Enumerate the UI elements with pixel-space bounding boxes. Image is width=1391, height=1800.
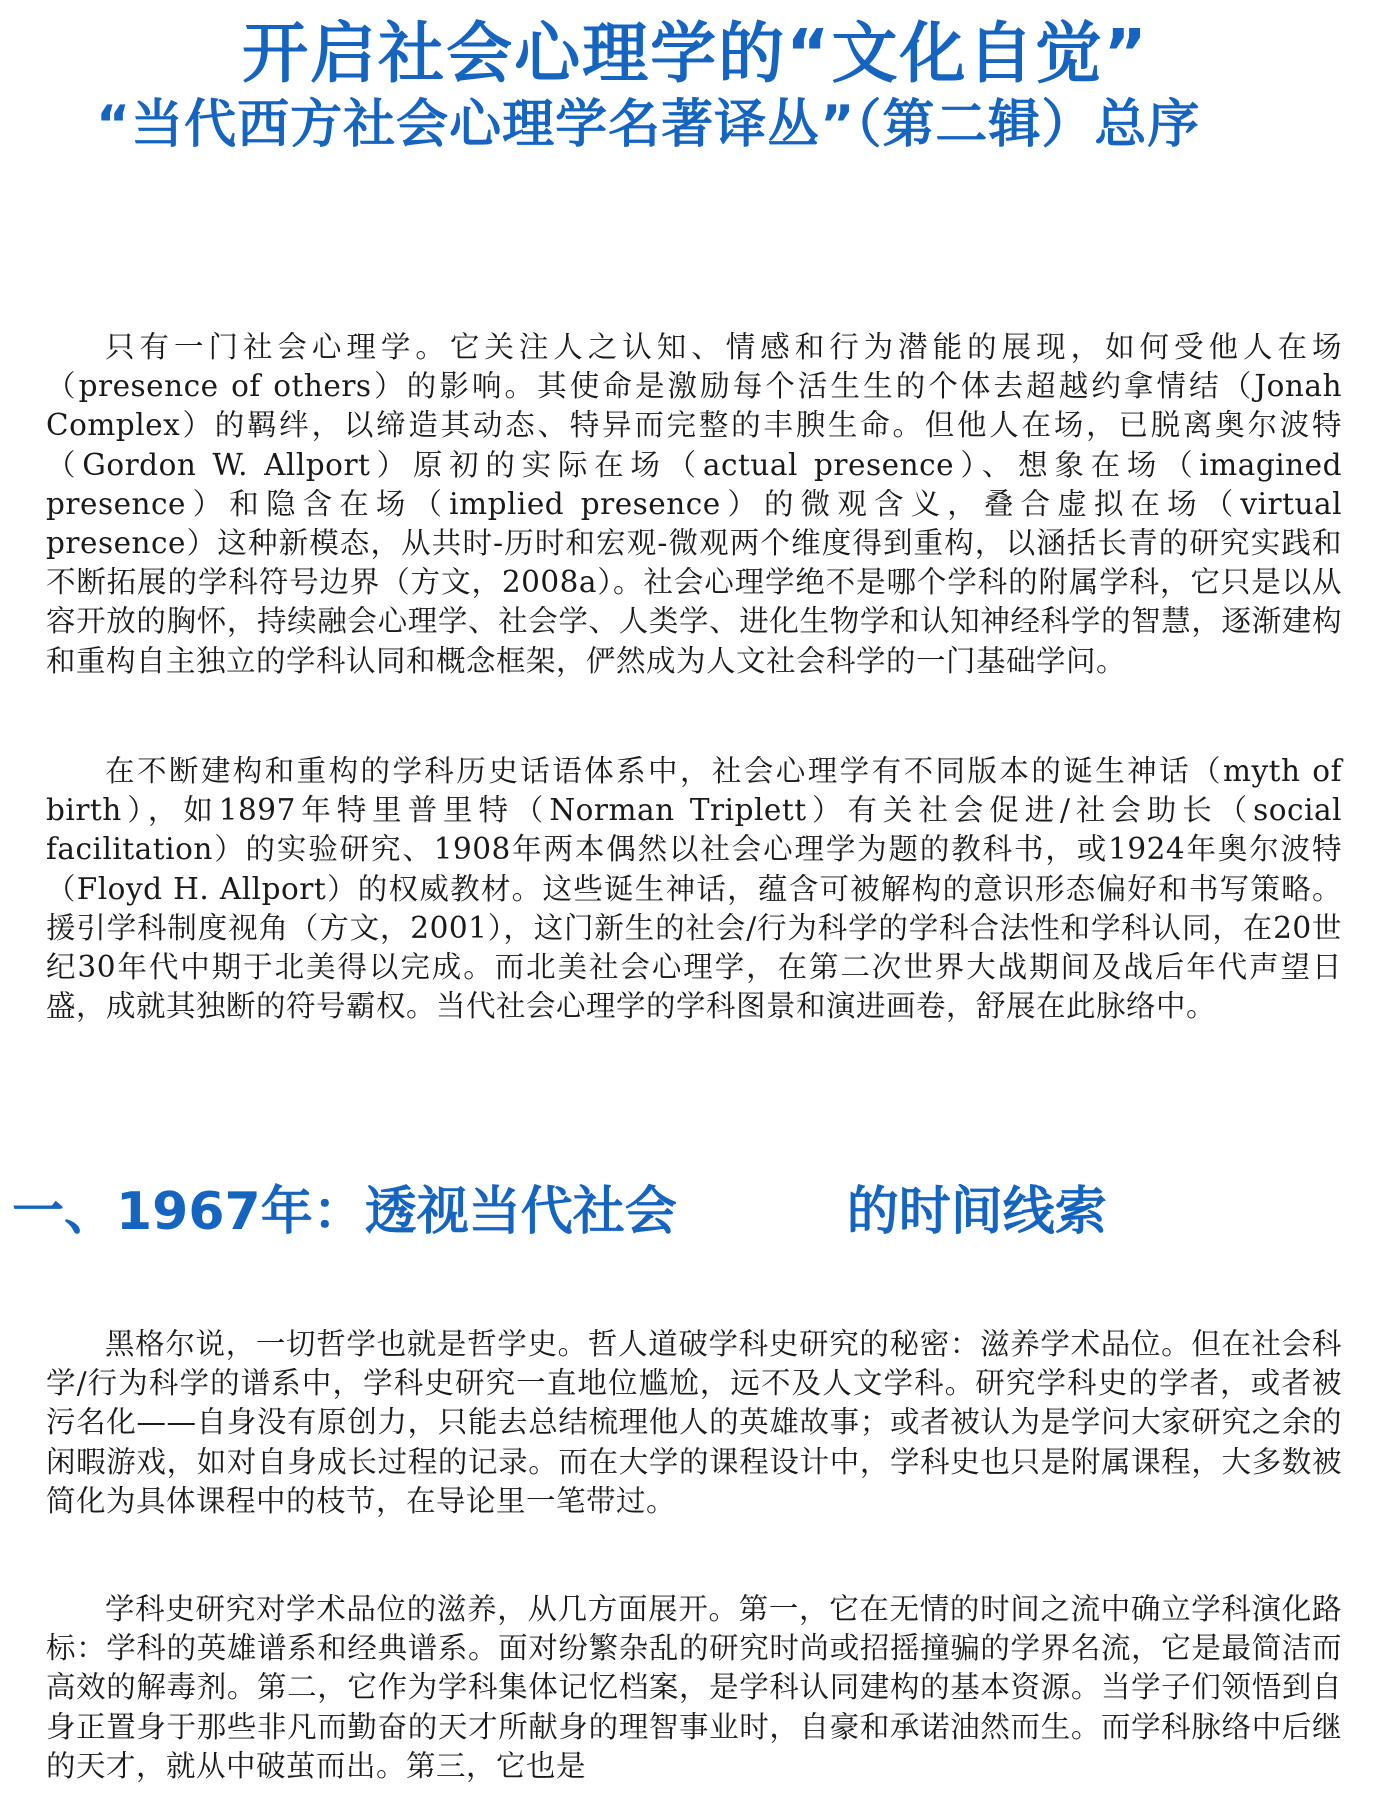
section-1-heading-part-1: 一、1967年：透视当代社会	[12, 1182, 677, 1242]
intro-paragraph-1: 只有一门社会心理学。它关注人之认知、情感和行为潜能的展现，如何受他人在场（presence of others）的影响。其使命是激励每个活生生的个体去超越约拿情结（Jonah Complex）的羁绊，以缔造其动态、特异而完整的丰腴生命。但他人在场，已脱离奥尔波特（Gordon W. Allport）原初的实际在场（actual presence）、想象在场（imagined presence）和隐含在场（implied presence）的微观含义，叠合虚拟在场（virtual presence）这种新模态，从共时-历时和宏观-微观两个维度得到重构，以涵括长青的研究实践和不断拓展的学科符号边界（方文，2008a）。社会心理学绝不是哪个学科的附属学科，它只是以从容开放的胸怀，持续融会心理学、社会学、人类学、进化生物学和认知神经科学的智慧，逐渐建构和重构自主独立的学科认同和概念框架，俨然成为人文社会科学的一门基础学问。	[46, 330, 1342, 678]
section-1-heading	[12, 1178, 1107, 1246]
page-title: 开启社会心理学的“文化自觉”	[242, 15, 1149, 92]
section-1-heading-part-2: 的时间线索	[846, 1182, 1107, 1242]
page-subtitle: “当代西方社会心理学名著译丛”（第二辑）总序	[96, 95, 1201, 155]
section-1-paragraph-1: 黑格尔说，一切哲学也就是哲学史。哲人道破学科史研究的秘密：滋养学术品位。但在社会科学/行为科学的谱系中，学科史研究一直地位尴尬，远不及人文学科。研究学科史的学者，或者被污名化——自身没有原创力，只能去总结梳理他人的英雄故事；或者被认为是学问大家研究之余的闲暇游戏，如对自身成长过程的记录。而在大学的课程设计中，学科史也只是附属课程，大多数被简化为具体课程中的枝节，在导论里一笔带过。	[46, 1327, 1342, 1518]
section-1-paragraph-2: 学科史研究对学术品位的滋养，从几方面展开。第一，它在无情的时间之流中确立学科演化路标：学科的英雄谱系和经典谱系。面对纷繁杂乱的研究时尚或招摇撞骗的学界名流，它是最简洁而高效的解毒剂。第二，它作为学科集体记忆档案，是学科认同建构的基本资源。当学子们领悟到自身正置身于那些非凡而勤奋的天才所献身的理智事业时，自豪和承诺油然而生。而学科脉络中后继的天才，就从中破茧而出。第三，它也是	[46, 1592, 1342, 1783]
intro-paragraph-2: 在不断建构和重构的学科历史话语体系中，社会心理学有不同版本的诞生神话（myth of birth），如1897年特里普里特（Norman Triplett）有关社会促进/社会助长（social facilitation）的实验研究、1908年两本偶然以社会心理学为题的教科书，或1924年奥尔波特（Floyd H. Allport）的权威教材。这些诞生神话，蕴含可被解构的意识形态偏好和书写策略。援引学科制度视角（方文，2001），这门新生的社会/行为科学的学科合法性和学科认同，在20世纪30年代中期于北美得以完成。而北美社会心理学，在第二次世界大战期间及战后年代声望日盛，成就其独断的符号霸权。当代社会心理学的学科图景和演进画卷，舒展在此脉络中。	[46, 754, 1342, 1024]
